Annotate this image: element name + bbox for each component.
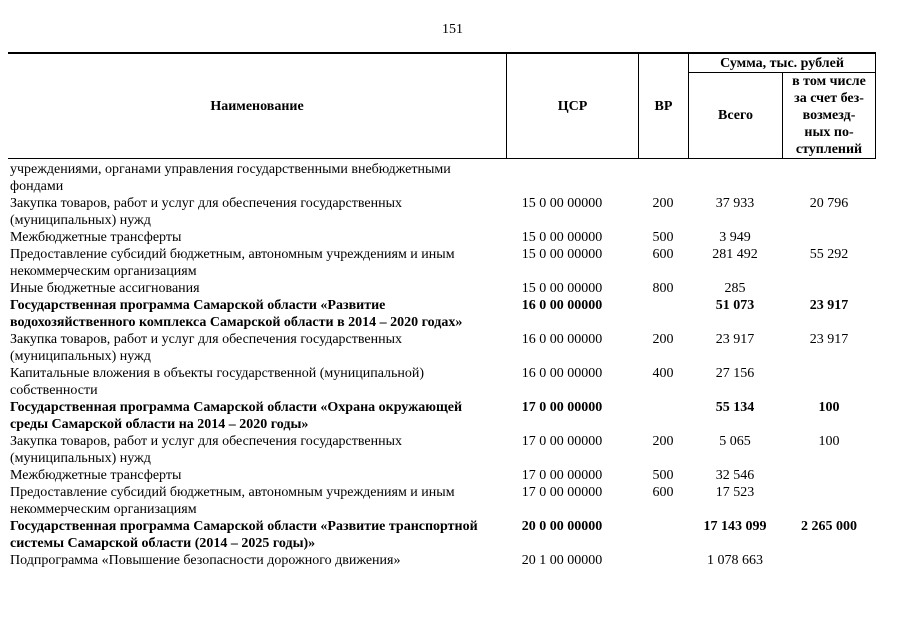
header-total: Всего	[718, 108, 753, 123]
header-free-line: возмезд-	[802, 108, 856, 123]
row-name: Закупка товаров, работ и услуг для обеспечения государственных (муниципальных) нужд	[10, 332, 403, 364]
row-name: Капитальные вложения в объекты государственной (муниципальной) собственности	[10, 366, 425, 398]
row-name: Закупка товаров, работ и услуг для обеспечения государственных (муниципальных) нужд	[10, 434, 403, 466]
row-free: 20 796	[809, 196, 849, 211]
header-right-border	[875, 52, 876, 159]
header-free-line: ных по-	[804, 125, 854, 140]
header-free-line: ступлений	[795, 142, 863, 157]
table-body	[8, 161, 876, 569]
row-total: 17 143 099	[703, 519, 767, 534]
table-row	[8, 484, 876, 518]
row-free: 23 917	[809, 298, 849, 313]
row-total: 3 949	[719, 230, 751, 245]
page-number: 151	[442, 22, 463, 37]
row-csr: 15 0 00 00000	[521, 281, 603, 296]
row-csr: 16 0 00 00000	[521, 298, 603, 313]
table-header	[8, 52, 876, 160]
row-csr: 16 0 00 00000	[521, 332, 603, 347]
row-total: 17 523	[715, 485, 755, 500]
row-name: Государственная программа Самарской области «Развитие водохозяйственного комплекса Самарской области в 2014 – 2020 годах»	[10, 298, 463, 330]
row-vr: 200	[652, 332, 674, 347]
header-free-line: в том числе	[792, 74, 866, 89]
row-name: Подпрограмма «Повышение безопасности дорожного движения»	[10, 553, 401, 568]
header-csr: ЦСР	[557, 98, 588, 114]
row-vr: 200	[652, 434, 674, 449]
row-csr: 15 0 00 00000	[521, 230, 603, 245]
row-csr: 17 0 00 00000	[521, 485, 603, 500]
row-csr: 16 0 00 00000	[521, 366, 603, 381]
header-free	[783, 73, 875, 158]
header-bottom-border	[8, 158, 876, 159]
row-free: 55 292	[809, 247, 849, 262]
table-row	[8, 399, 876, 433]
row-vr	[638, 399, 688, 433]
row-total: 37 933	[715, 196, 755, 211]
row-free: 23 917	[809, 332, 849, 347]
row-csr: 20 1 00 00000	[521, 553, 603, 568]
row-csr: 15 0 00 00000	[521, 247, 603, 262]
row-total: 23 917	[715, 332, 755, 347]
row-free	[782, 365, 876, 399]
row-free	[782, 467, 876, 484]
row-total: 55 134	[715, 400, 755, 415]
row-free	[782, 161, 876, 195]
header-vr: ВР	[654, 98, 673, 114]
table-row	[8, 229, 876, 246]
row-csr	[486, 161, 638, 195]
table-row	[8, 552, 876, 569]
row-name: Иные бюджетные ассигнования	[10, 281, 200, 296]
table-row	[8, 518, 876, 552]
row-free: 100	[818, 434, 840, 449]
table-row	[8, 433, 876, 467]
row-free	[782, 552, 876, 569]
row-csr: 17 0 00 00000	[521, 434, 603, 449]
row-free	[782, 484, 876, 518]
row-vr: 500	[652, 468, 674, 483]
row-csr: 20 0 00 00000	[521, 519, 603, 534]
table-row	[8, 331, 876, 365]
table-row	[8, 365, 876, 399]
row-name: Государственная программа Самарской области «Развитие транспортной системы Самарской области (2014 – 2025 годы)»	[10, 519, 478, 551]
header-free-line: за счет без-	[794, 91, 864, 106]
row-total: 5 065	[719, 434, 751, 449]
table-row	[8, 195, 876, 229]
table-row	[8, 467, 876, 484]
row-total: 51 073	[715, 298, 755, 313]
row-vr: 200	[652, 196, 674, 211]
row-total: 32 546	[715, 468, 755, 483]
row-vr: 800	[652, 281, 674, 296]
row-vr	[638, 518, 688, 552]
row-total: 27 156	[715, 366, 755, 381]
row-name: Межбюджетные трансферты	[10, 230, 182, 245]
row-total	[688, 161, 782, 195]
header-name: Наименование	[210, 98, 304, 114]
row-free: 100	[818, 400, 840, 415]
row-vr	[638, 297, 688, 331]
row-total: 1 078 663	[707, 553, 763, 568]
row-vr: 500	[652, 230, 674, 245]
row-csr: 17 0 00 00000	[521, 400, 603, 415]
row-free: 2 265 000	[801, 519, 857, 534]
row-free	[782, 280, 876, 297]
table-row	[8, 246, 876, 280]
row-total: 281 492	[712, 247, 758, 262]
row-name: Закупка товаров, работ и услуг для обеспечения государственных (муниципальных) нужд	[10, 196, 403, 228]
row-name: Предоставление субсидий бюджетным, автономным учреждениям и иным некоммерческим организациям	[10, 247, 455, 279]
header-sum: Сумма, тыс. рублей	[720, 55, 844, 71]
row-name: Предоставление субсидий бюджетным, автономным учреждениям и иным некоммерческим организациям	[10, 485, 455, 517]
row-csr: 17 0 00 00000	[521, 468, 603, 483]
row-name: Государственная программа Самарской области «Охрана окружающей среды Самарской области на 2014 – 2020 годы»	[10, 400, 463, 432]
row-total: 285	[724, 281, 746, 296]
table-row	[8, 161, 876, 195]
row-vr: 400	[652, 366, 674, 381]
row-name: Межбюджетные трансферты	[10, 468, 182, 483]
row-vr	[638, 161, 688, 195]
row-vr: 600	[652, 485, 674, 500]
table-row	[8, 297, 876, 331]
table-row	[8, 280, 876, 297]
row-csr: 15 0 00 00000	[521, 196, 603, 211]
row-vr	[638, 552, 688, 569]
row-name: учреждениями, органами управления государственными внебюджетными фондами	[10, 162, 451, 194]
row-vr: 600	[652, 247, 674, 262]
row-free	[782, 229, 876, 246]
